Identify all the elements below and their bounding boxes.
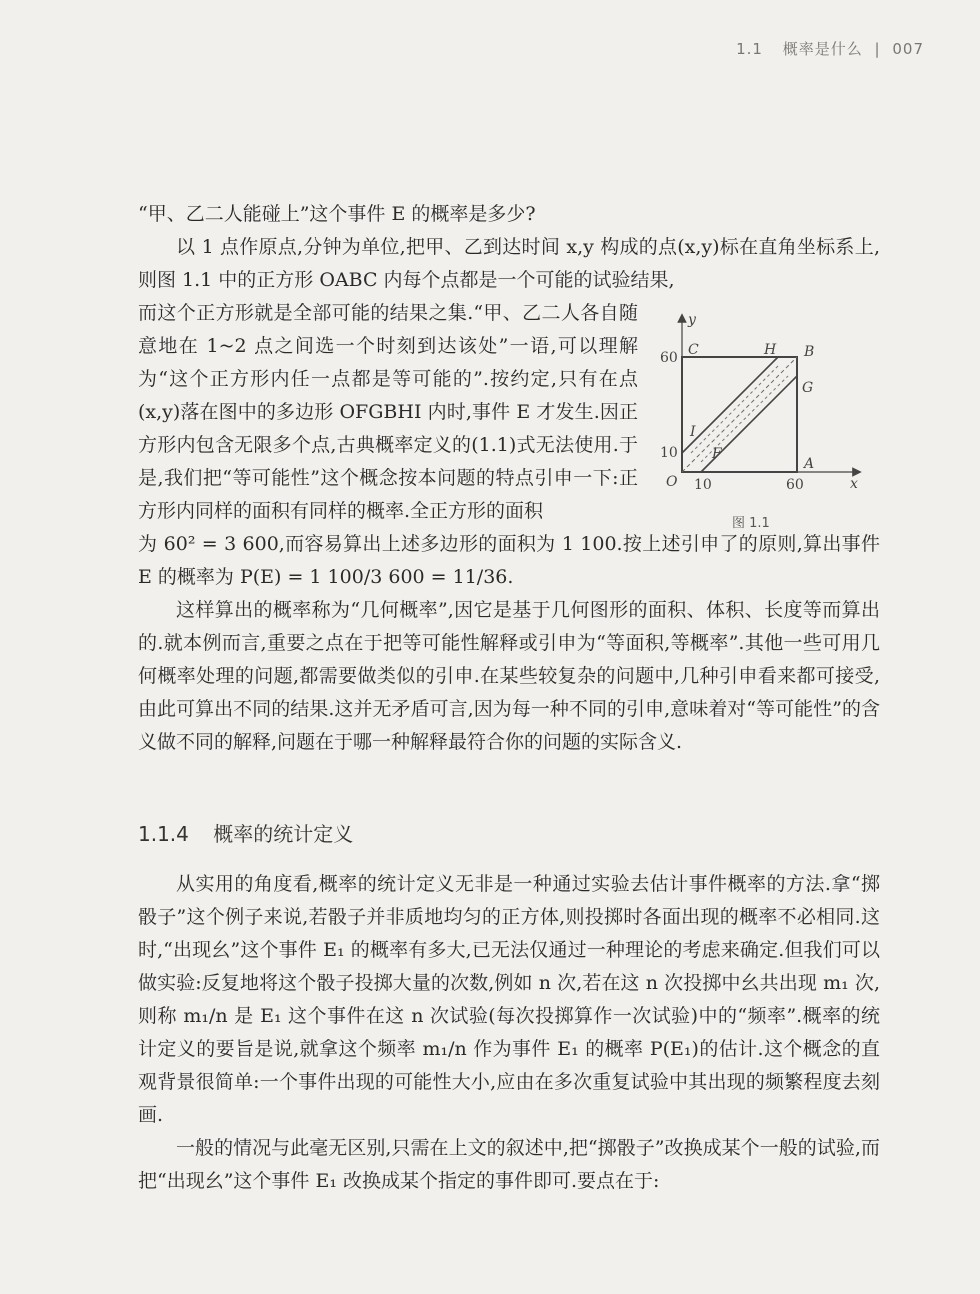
diagonal-OB xyxy=(682,357,797,472)
label-F: F xyxy=(712,446,722,462)
figure-1-1 xyxy=(652,312,864,544)
section-title: 概率的统计定义 xyxy=(213,822,354,846)
header-section-number: 1.1 xyxy=(736,40,763,58)
paragraph-general-case: 一般的情况与此毫无区别,只需在上文的叙述中,把“掷骰子”改换成某个一般的试验,而把“出现幺”这个事件 E₁ 改换成某个指定的事件即可.要点在于: xyxy=(138,1137,880,1192)
tick-10-x: 10 xyxy=(694,477,712,493)
running-header xyxy=(736,38,924,59)
paragraph-setup-conclusion: 为 60² = 3 600,而容易算出上述多边形的面积为 1 100.按上述引申了的原则,算出事件 E 的概率为 P(E) = 1 100/3 600 = 11/36. xyxy=(138,533,880,588)
paragraph-question: “甲、乙二人能碰上”这个事件 E 的概率是多少? xyxy=(138,203,536,225)
paragraph-geometric-probability: 这样算出的概率称为“几何概率”,因它是基于几何图形的面积、体积、长度等而算出的.就本例而言,重要之点在于把等可能性解释或引申为“等面积,等概率”.其他一些可用几何概率处理的问题,都需要做类似的引申.在某些较复杂的问题中,几种引申看来都可接受,由此可算出不同的结果.这并无矛盾可言,因为每一种不同的引申,意味着对“等可能性”的含义做不同的解释,问题在于哪一种解释最符合你的问题的实际含义. xyxy=(138,599,880,753)
figure-caption: 图 1.1 xyxy=(732,516,770,531)
section-number: 1.1.4 xyxy=(138,822,189,846)
label-H: H xyxy=(764,342,777,358)
label-A: A xyxy=(804,456,815,472)
section-heading xyxy=(138,818,353,847)
paragraph-setup: 以 1 点作原点,分钟为单位,把甲、乙到达时间 x,y 构成的点(x,y)标在直角坐标系上,则图 1.1 中的正方形 OABC 内每个点都是一个可能的试验结果, xyxy=(138,236,880,291)
dashed-inner-1 xyxy=(691,366,778,453)
tick-10-y: 10 xyxy=(660,445,678,461)
body-bottom xyxy=(138,868,880,1198)
label-G: G xyxy=(802,380,814,396)
header-title: 概率是什么 xyxy=(782,40,863,58)
header-divider: | xyxy=(874,40,881,58)
label-I: I xyxy=(690,424,696,440)
tick-60-x: 60 xyxy=(786,477,804,493)
label-B: B xyxy=(804,344,815,360)
tick-60-y: 60 xyxy=(660,350,678,366)
square-diagram xyxy=(652,312,864,512)
line-IH xyxy=(682,357,778,453)
label-C: C xyxy=(688,342,699,358)
page-number: 007 xyxy=(892,40,924,58)
paragraph-setup-wrapped: 而这个正方形就是全部可能的结果之集.“甲、乙二人各自随意地在 1~2 点之间选一个时刻到达该处”一语,可以理解为“这个正方形内任一点都是等可能的”.按约定,只有在点(x,y)落在图中的多边形 OFGBHI 内时,事件 E 才发生.因正方形内包含无限多个点,古典概率定义的(1.1)式无法使用.于是,我们把“等可能性”这个概念按本问题的特点引申一下:正方形内同样的面积有同样的概率.全正方形的面积 xyxy=(138,302,638,522)
paragraph-statistical-definition: 从实用的角度看,概率的统计定义无非是一种通过实验去估计事件概率的方法.拿“掷骰子”这个例子来说,若骰子并非质地均匀的正方体,则投掷时各面出现的概率不必相同.这时,“出现幺”这个事件 E₁ 的概率有多大,已无法仅通过一种理论的考虑来确定.但我们可以做实验:反复地将这个骰子投掷大量的次数,例如 n 次,若在这 n 次投掷中幺共出现 m₁ 次,则称 m₁/n 是 E₁ 这个事件在这 n 次试验(每次投掷算作一次试验)中的“频率”.概率的统计定义的要旨是说,就拿这个频率 m₁/n 作为事件 E₁ 的概率 P(E₁)的估计.这个概念的直观背景很简单:一个事件出现的可能性大小,应由在多次重复试验中其出现的频繁程度去刻画. xyxy=(138,873,880,1126)
label-y: y xyxy=(688,312,696,328)
label-O: O xyxy=(666,474,678,490)
label-x: x xyxy=(850,476,858,492)
